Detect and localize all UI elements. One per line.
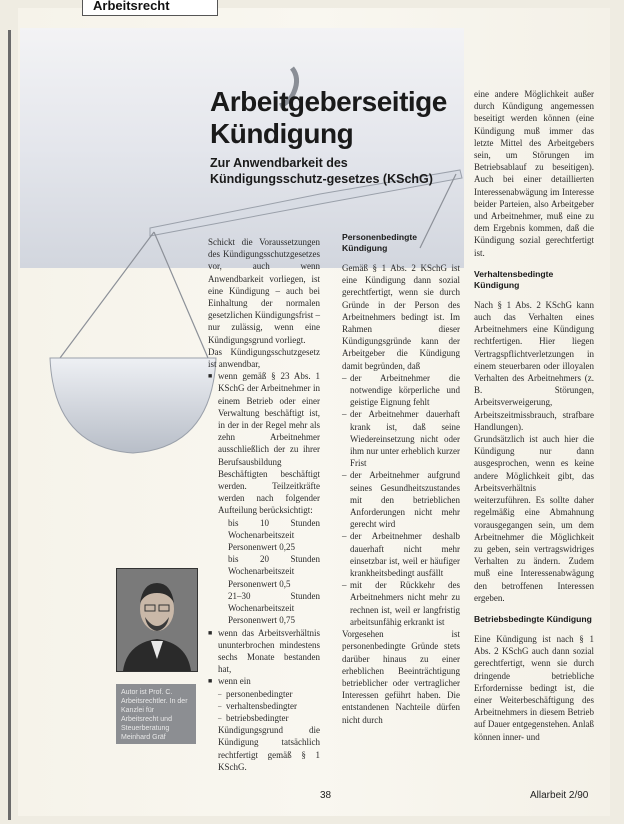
reason-item: – der Arbeitnehmer aufgrund seines Gesundheitszustandes mit den betrieblichen Anforderungen nicht mehr gerecht wird [342,469,460,530]
reason-item: – personenbedingter [218,688,320,700]
author-photo [116,568,198,672]
intro-paragraph: Schickt die Voraussetzungen des Kündigungsschutzgesetzes vor, auch wenn Anwendbarkeit vorliegen, ist eine Kündigung – auch bei Einhaltung der normalen gesetzlichen Kündigungsfrist – nur zulässig, wenn eine Kündigungsgrund vorliegt. [208,237,320,345]
intro-paragraph-2: Das Kündigungsschutzgesetz ist anwendbar, [208,346,320,370]
part-time-row: Personenwert 0,75 [228,615,295,626]
condition-item [208,675,320,773]
page-number: 38 [320,790,332,801]
condition-text: wenn ein [218,676,251,687]
reason-list [218,688,320,725]
body-paragraph: Nach § 1 Abs. 2 KSchG kann auch das Verhalten eines Arbeitnehmers eine Kündigung rechtfertigen. Hier liegen Vertragspflichtverletzungen in einem steuerbaren oder illoyalen Verhalten des Arbeitnehmers (z. B. Störungen, Arbeitsverweigerung, Arbeitszeitmissbrauch, strafbare Handlungen). [474,299,594,432]
reason-item: – der Arbeitnehmer dauerhaft krank ist, daß seine Wiedereinsetzung nicht oder ihm nur unter erheblich kurzer Frist [342,408,460,469]
magazine-issue: Allarbeit 2/90 [530,790,589,801]
part-time-row: Personenwert 0,25 [228,542,295,553]
condition-item [208,370,320,626]
section-tab: Arbeitsrecht [82,0,218,16]
reason-item: – der Arbeitnehmer deshalb dauerhaft nicht mehr einsetzbar ist, weil er häufiger krankheitsbedingt ausfällt [342,530,460,579]
body-paragraph: Grundsätzlich ist auch hier die Kündigung nur dann ausgesprochen, wenn es keine andere Möglichkeit gibt, das Arbeitsverhältnis weiterzuführen. Es sollte daher regelmäßig eine Abmahnung vorausgegangen sein, um dem Arbeitnehmer die Möglichkeit zu geben, sein vertragswidriges Verhalten zu ändern. Zudem muß eine Interessenabwägung den betroffenen Interessen ergeben. [474,434,594,603]
photo-caption: Autor ist Prof. C. Arbeitsrechtler. In der Kanzlei für Arbeitsrecht und Steuerberatung Meinhard Gräf [116,684,196,744]
body-paragraph: Eine Kündigung ist nach § 1 Abs. 2 KSchG auch dann sozial gerechtfertigt, wenn sie durch dringende betriebliche Erfordernisse bedingt ist, die einer Weiterbeschäftigung des Arbeitnehmers in diesem Betrieb auf Dauer entgegenstehen. Anlaß können inner- und [474,633,594,742]
condition-end-text: Kündigungsgrund die Kündigung tatsächlich rechtfertigt gemäß § 1 KSchG. [218,725,320,772]
reason-list [342,372,460,628]
reason-item: – der Arbeitnehmer die notwendige körperliche und geistige Eignung fehlt [342,372,460,409]
author-portrait-icon [117,569,197,671]
part-time-row: 21–30 Stunden Wochenarbeitszeit [228,590,320,614]
left-margin-rule [8,30,11,820]
section-heading: Verhaltensbedingte Kündigung [474,268,554,290]
conditions-list [208,370,320,773]
condition-item: ■ wenn das Arbeitsverhältnis ununterbrochen mindestens sechs Monate bestanden hat, [208,627,320,676]
section-heading: Personenbedingte Kündigung [342,232,417,253]
reason-item: – mit der Rückkehr des Arbeitnehmers nicht mehr zu rechnen ist, weil er langfristig arbeitsunfähig erkrankt ist [342,579,460,628]
text-column-2 [342,232,460,726]
part-time-table [218,517,320,627]
section-heading: Betriebsbedingte Kündigung [474,613,592,624]
condition-text: wenn gemäß § 23 Abs. 1 KSchG der Arbeitnehmer in einem Betrieb oder einer Verwaltung beschäftigt ist, in der in der Regel mehr als zehn Arbeitnehmer ausschließlich der zu ihrer Berufsausbildung Beschäftigten beschäftigt werden. Teilzeitkräfte werden nach folgender Aufteilung berücksichtigt: [218,371,320,516]
body-paragraph: eine andere Möglichkeit außer durch Kündigung angemessen beseitigt werden können (eine Kündigung muß immer das letzte Mittel des Arbeitgebers sein, um Störungen im Betriebsablauf zu beseitigen). Auch bei einer detaillierten Interessenabwägung im Interesse beider Parteien, also Arbeitgeber und Arbeitnehmer, muß eine zu dem Ergebnis kommen, daß die Kündigung sozial gerechtfertigt ist. [474,89,594,258]
part-time-row: bis 10 Stunden Wochenarbeitszeit [228,517,320,540]
body-paragraph: Gemäß § 1 Abs. 2 KSchG ist eine Kündigung dann sozial gerechtfertigt, wenn sie durch Gründe in der Person des Arbeitnehmers bedingt ist. Im Rahmen dieser Kündigungsgründe kann der Arbeitgeber die Kündigung damit begründen, daß [342,263,460,371]
reason-item: – verhaltensbedingter [218,700,320,712]
text-column-1 [208,236,320,773]
body-paragraph: Vorgesehen ist personenbedingte Gründe stets darüber hinaus zu einer erheblichen Beeinträchtigung betrieblicher oder vertraglicher Interessen geführt haben. Die entstandenen Nachteile dürfen nicht durch [342,629,460,725]
part-time-row: bis 20 Stunden Wochenarbeitszeit [228,554,320,577]
article-subtitle: Zur Anwendbarkeit des Kündigungsschutz-gesetzes (KSchG) [210,156,433,186]
text-column-3 [474,88,594,743]
reason-item: – betriebsbedingter [218,712,320,724]
part-time-row: Personenwert 0,5 [228,578,291,589]
article-title: Arbeitgeberseitige Kündigung [210,86,447,149]
